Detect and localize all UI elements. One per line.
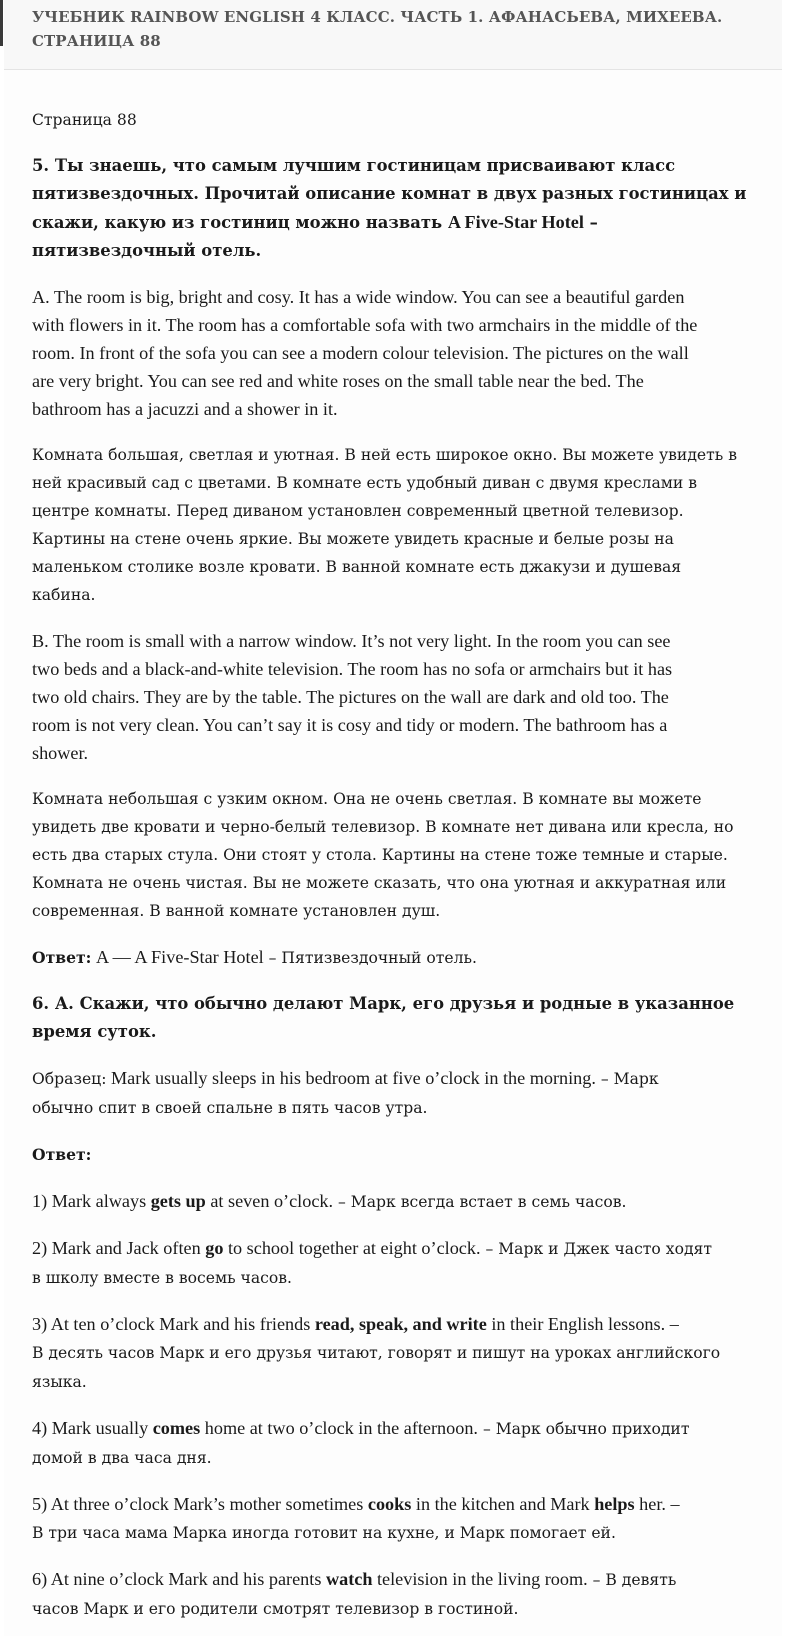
answer-translation: языка. (32, 1373, 87, 1391)
page-title-line-1: УЧЕБНИК RAINBOW ENGLISH 4 КЛАСС. ЧАСТЬ 1. АФАНАСЬЕВА, МИХЕЕВА. (32, 8, 723, 26)
sample-russian-start: – Марк (595, 1070, 659, 1088)
answer-translation: В три часа мама Марка иногда готовит на кухне, и Марк помогает ей. (32, 1524, 616, 1542)
answer-text: in their English lessons. – (486, 1314, 679, 1334)
text-line: two beds and a black-and-white television. The room has no sofa or armchairs but it has (32, 659, 673, 679)
answer-text: 3) At ten o’clock Mark and his friends (32, 1314, 315, 1334)
text-line: with flowers in it. The room has a comfortable sofa with two armchairs in the middle of the (32, 315, 698, 335)
task-6-sample (32, 1064, 756, 1122)
task-5-prompt-line-2: пятизвездочных. Прочитай описание комнат в двух разных гостиницах и (32, 184, 747, 203)
answer-text: 2) Mark and Jack often (32, 1238, 206, 1258)
text-line: room is not very clean. You can’t say it is cosy and tidy or modern. The bathroom has a (32, 715, 668, 735)
answer-item-4 (32, 1414, 756, 1472)
sample-label: Образец: (32, 1070, 107, 1088)
answer-translation: часов Марк и его родители смотрят телевизор в гостиной. (32, 1600, 519, 1618)
answer-verb: cooks (367, 1494, 412, 1514)
text-line: кабина. (32, 586, 96, 604)
text-line: ней красивый сад с цветами. В комнате есть удобный диван с двумя креслами в (32, 474, 698, 492)
answer-item-6 (32, 1565, 756, 1623)
page-title-line-2: СТРАНИЦА 88 (32, 32, 161, 50)
text-line: маленьком столике возле кровати. В ванной комнате есть джакузи и душевая (32, 558, 682, 576)
answer-verb: go (205, 1238, 224, 1258)
task-5-prompt-line-4: пятизвездочный отель. (32, 241, 262, 260)
task-6-prompt (32, 990, 756, 1046)
text-a-english (32, 283, 756, 423)
answer-verb: gets up (150, 1191, 206, 1211)
text-line: B. The room is small with a narrow window. It’s not very light. In the room you can see (32, 631, 671, 651)
answer-verb: comes (152, 1418, 201, 1438)
task-6-prompt-line-2: время суток. (32, 1022, 157, 1041)
text-line: центре комнаты. Перед диваном установлен современный цветной телевизор. (32, 502, 684, 520)
text-line: shower. (32, 743, 89, 763)
answer-text: in the kitchen and Mark (411, 1494, 595, 1514)
answer-text: 5) At three o’clock Mark’s mother sometimes (32, 1494, 368, 1514)
text-line: Комната большая, светлая и уютная. В ней есть широкое окно. Вы можете увидеть в (32, 446, 738, 464)
answer-item-5 (32, 1490, 756, 1547)
task-5-prompt-line-1: 5. Ты знаешь, что самым лучшим гостиницам присваивают класс (32, 156, 676, 175)
answer-text: 6) At nine o’clock Mark and his parents (32, 1569, 326, 1589)
page-title (32, 5, 758, 53)
task-5-prompt-hotel-name: A Five-Star Hotel (447, 212, 584, 232)
answer-text: at seven o’clock. (205, 1191, 334, 1211)
answer-translation: – В девять (587, 1571, 677, 1589)
text-b-english (32, 627, 756, 767)
answer-label: Ответ: (32, 1145, 92, 1164)
answer-verb: watch (325, 1569, 373, 1589)
answer-label: Ответ: (32, 948, 92, 967)
answer-text: 4) Mark usually (32, 1418, 153, 1438)
answer-text: her. – (634, 1494, 680, 1514)
answer-translation: – Марк и Джек часто ходят (480, 1240, 713, 1258)
answer-text: 1) Mark always (32, 1191, 151, 1211)
text-line: Комната не очень чистая. Вы не можете сказать, что она уютная и аккуратная или (32, 874, 727, 892)
answer-item-3 (32, 1310, 756, 1396)
task-5-prompt-line-3: скажи, какую из гостиниц можно назвать (32, 213, 448, 232)
text-line: are very bright. You can see red and white roses on the small table near the bed. The (32, 371, 644, 391)
answer-item-2 (32, 1234, 756, 1292)
text-line: есть два старых стула. Они стоят у стола. Картины на стене тоже темные и старые. (32, 846, 728, 864)
sample-english: Mark usually sleeps in his bedroom at five o’clock in the morning. (106, 1068, 596, 1088)
text-line: Картины на стене очень яркие. Вы можете увидеть красные и белые розы на (32, 530, 674, 548)
text-a-translation (32, 441, 756, 609)
answer-translation: В десять часов Марк и его друзья читают, говорят и пишут на уроках английского (32, 1344, 721, 1362)
answer-english: A — A Five-Star Hotel (91, 947, 264, 967)
text-line: Комната небольшая с узким окном. Она не очень светлая. В комнате вы можете (32, 790, 702, 808)
text-b-translation (32, 785, 756, 925)
task-5-prompt (32, 152, 756, 265)
answer-text: home at two o’clock in the afternoon. (200, 1418, 478, 1438)
answer-item-1 (32, 1187, 756, 1216)
left-accent-bar (0, 0, 3, 46)
answer-verb: helps (594, 1494, 635, 1514)
answer-russian: – Пятизвездочный отель. (263, 949, 477, 967)
text-line: современная. В ванной комнате установлен душ. (32, 902, 441, 920)
text-line: A. The room is big, bright and cosy. It has a wide window. You can see a beautiful garden (32, 287, 685, 307)
text-line: bathroom has a jacuzzi and a shower in it. (32, 399, 338, 419)
article-content (4, 70, 782, 1636)
task-6-answer-heading (32, 1140, 756, 1169)
sample-russian-line-2: обычно спит в своей спальне в пять часов утра. (32, 1099, 428, 1117)
answer-translation: в школу вместе в восемь часов. (32, 1269, 292, 1287)
text-line: two old chairs. They are by the table. The pictures on the wall are dark and old too. The (32, 687, 669, 707)
answer-verb: read, speak, and write (314, 1314, 487, 1334)
text-line: room. In front of the sofa you can see a modern colour television. The pictures on the wall (32, 343, 689, 363)
task-5-prompt-dash: – (583, 213, 598, 232)
answer-text: to school together at eight o’clock. (223, 1238, 481, 1258)
answer-translation: – Марк обычно приходит (477, 1420, 690, 1438)
task-5-answer (32, 943, 756, 972)
page-number-label: Страница 88 (32, 111, 137, 129)
answer-translation: – Марк всегда встает в семь часов. (333, 1193, 627, 1211)
article-header (4, 0, 782, 70)
text-line: увидеть две кровати и черно-белый телевизор. В комнате нет дивана или кресла, но (32, 818, 734, 836)
answer-translation: домой в два часа дня. (32, 1449, 212, 1467)
task-6-prompt-line-1: 6. А. Скажи, что обычно делают Марк, его друзья и родные в указанное (32, 994, 735, 1013)
answer-text: television in the living room. (372, 1569, 588, 1589)
